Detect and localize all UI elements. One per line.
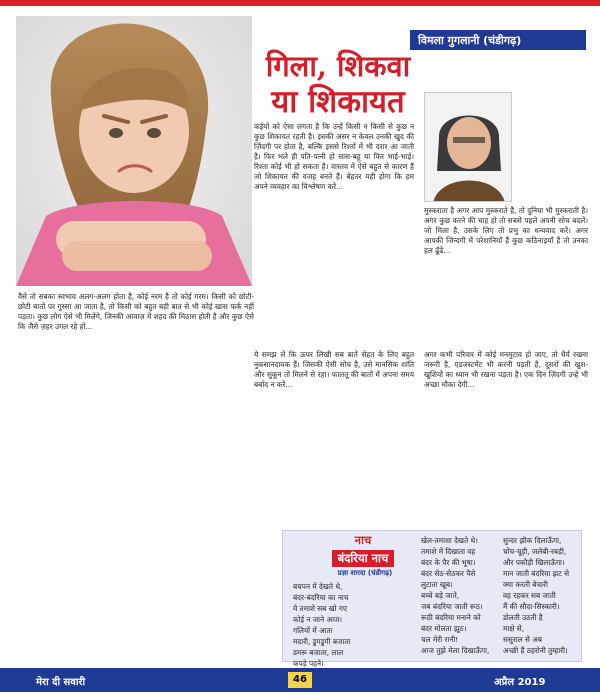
- poem-line: सुन्दर झीक दिलाऊँगा,: [503, 536, 562, 545]
- poem-title: [293, 533, 433, 567]
- poem-line: जब बंदरिया जाती रूठ।: [421, 602, 483, 611]
- poem-line: मैं की सौदा-सिस्कारी।: [503, 602, 560, 611]
- paragraph-top-middle: कईयों को ऐसा लगता है कि उन्हें किसी न किसी से कुछ न कुछ शिकायत रहती है। इसकी असर न केवल उनकी खुद की ज़िंदगी पर होता है, बल्कि इससे रिश्तों में भी दरार आ जाती है। फिर भले ही पति-पत्नी हो सास-बहू या फिर भाई-भाई। रिश्ता कोई भी हो सकता है। वास्तव में ऐसे बहुत से कारण हैं जो शिकायत की वजह बनते हैं। बेहतर यही होगा कि हम अपने व्यवहार का विश्लेषण करें...: [254, 122, 414, 191]
- poem-line: मान जाती बंदरिया झट से: [503, 569, 570, 578]
- poem-line: बंदर के पैर की भूषा।: [421, 558, 476, 567]
- poem-column-2: [421, 535, 489, 656]
- poem-line: बच्चे बड़े जाते,: [421, 591, 460, 600]
- poem-line: डोलती उठती है: [503, 613, 543, 622]
- author-photo: [424, 92, 512, 202]
- article-title: [258, 48, 418, 120]
- poem-author: प्रज्ञा शारदा (चंडीगढ़): [337, 569, 393, 577]
- poem-line: लुटाता खूब।: [421, 580, 453, 589]
- poem-line: क्या करती बेचारी: [503, 580, 548, 589]
- poem-line: कपड़े पहने।: [293, 659, 324, 668]
- poem-line: और पकौड़ी खिलाऊँगा।: [503, 558, 565, 567]
- poem-line: तमाशे में दिखाता वह: [421, 547, 476, 556]
- poem-line: चोंच-चूड़ी, जलेबी-रबड़ी,: [503, 547, 567, 556]
- poem-line: रूठी बंदरिया मनाने को: [421, 613, 481, 622]
- poem-line: मदारी, डुगडुगी बजाता: [293, 637, 351, 646]
- text-column-right-bottom: [424, 350, 588, 526]
- poem-line: बंदर मोलता झूठ।: [421, 624, 467, 633]
- page-number: 46: [288, 672, 312, 688]
- paragraph-left-bottom: वैसे तो सबका स्वभाव अलग-अलग होता है, कोई नरम है तो कोई गरम। किसी को छोटी-छोटी बातों पर गुस्सा आ जाता है, तो किसी को बहुत बड़ी बात से भी कोई खास फर्क नहीं पड़ता। कुछ लोग ऐसे भी मिलेंगे, जिनकी आवाज़ में शहद की मिठास होती है और कुछ ऐसे कि जैसे ज़हर उगल रहे हों...: [18, 292, 254, 331]
- poem-line: ये तमाशे सब खो गए: [293, 604, 347, 613]
- poem-line: बंदर-बंदरिया का नाच: [293, 593, 349, 602]
- poem-title-word-1: नाच: [354, 533, 372, 547]
- poem-line: बंदर सेठ-सेठकर पैसे: [421, 569, 476, 578]
- top-color-bar: [0, 0, 600, 6]
- poem-line: माक्षे से,: [503, 624, 525, 633]
- text-column-left-bottom: [18, 292, 254, 662]
- author-name: विमला गुगलानी (चंडीगढ़): [418, 33, 522, 47]
- paragraph-top-right: मुस्कराता है अगर आप मुस्कराते हैं, तो दुनिया भी मुस्कराती है। अगर कुछ करने की चाह हो तो सबसे पहले अपनी सोच बदलें। जो मिला है, उसके लिए तो प्रभु का धन्यवाद करें। अगर आपकी जिन्दगी में परेशानियाँ हैं कुछ कठिनाइयाँ हैं तो उनका हल ढूँढें...: [424, 206, 588, 255]
- poem-line: अच्छी हैं ठहरोनी तुम्हारी।: [503, 646, 568, 655]
- poem-line: बचपन में देखते थे,: [293, 582, 343, 591]
- poem-title-word-2: बंदरिया नाच: [332, 550, 395, 567]
- poem-line: चल मेरी रानी!: [421, 635, 459, 644]
- paragraph-mid-bottom: ये समझ लें कि ऊपर लिखी सब बातें सेहत के लिए बहुत नुकसानदायक हैं। जिसकी ऐसी सोच है, उसे मानसिक शांति और सुकून तो मिलने से रहा। फालतू की बातों में अपना समय बर्बाद न करें...: [254, 350, 414, 389]
- paragraph-right-bottom: अगर कभी परिवार में कोई मनमुटाव हो जाए, तो धैर्य रखना जरूरी है, एडजस्टमेंट भी करनी पड़ती है, दूसरों की खुश-खुशियों का ध्यान भी रखना पड़ता है। एक दिन ज़िंदगी उन्हें भी अच्छा मौका देगी...: [424, 350, 588, 389]
- poem-box: [282, 530, 582, 668]
- footer-issue-date: अप्रैल 2019: [494, 677, 546, 688]
- footer-magazine-name: मेरा दी सवारी: [36, 677, 86, 688]
- poem-line: वह रहकर सब जाती: [503, 591, 556, 600]
- poem-line: खेल-तमाशा देखते थे।: [421, 536, 478, 545]
- title-line-2: या शिकायत: [271, 84, 405, 120]
- poem-column-3: [503, 535, 569, 656]
- poem-line: ससुराल से अब: [503, 635, 542, 644]
- poem-column-1: [293, 581, 350, 669]
- photo-upset-girl: [16, 16, 252, 286]
- poem-line: कोई न जाने आज।: [293, 615, 343, 624]
- title-line-1: गिला, शिकवा: [265, 49, 411, 83]
- poem-line: आज तुझे मेला दिखाऊँगा,: [421, 646, 490, 655]
- poem-line: डमरू बजाता, लाल: [293, 648, 344, 657]
- text-column-mid-bottom: [254, 350, 414, 526]
- poem-line: गलियों में आता: [293, 626, 333, 635]
- author-banner: [410, 30, 586, 50]
